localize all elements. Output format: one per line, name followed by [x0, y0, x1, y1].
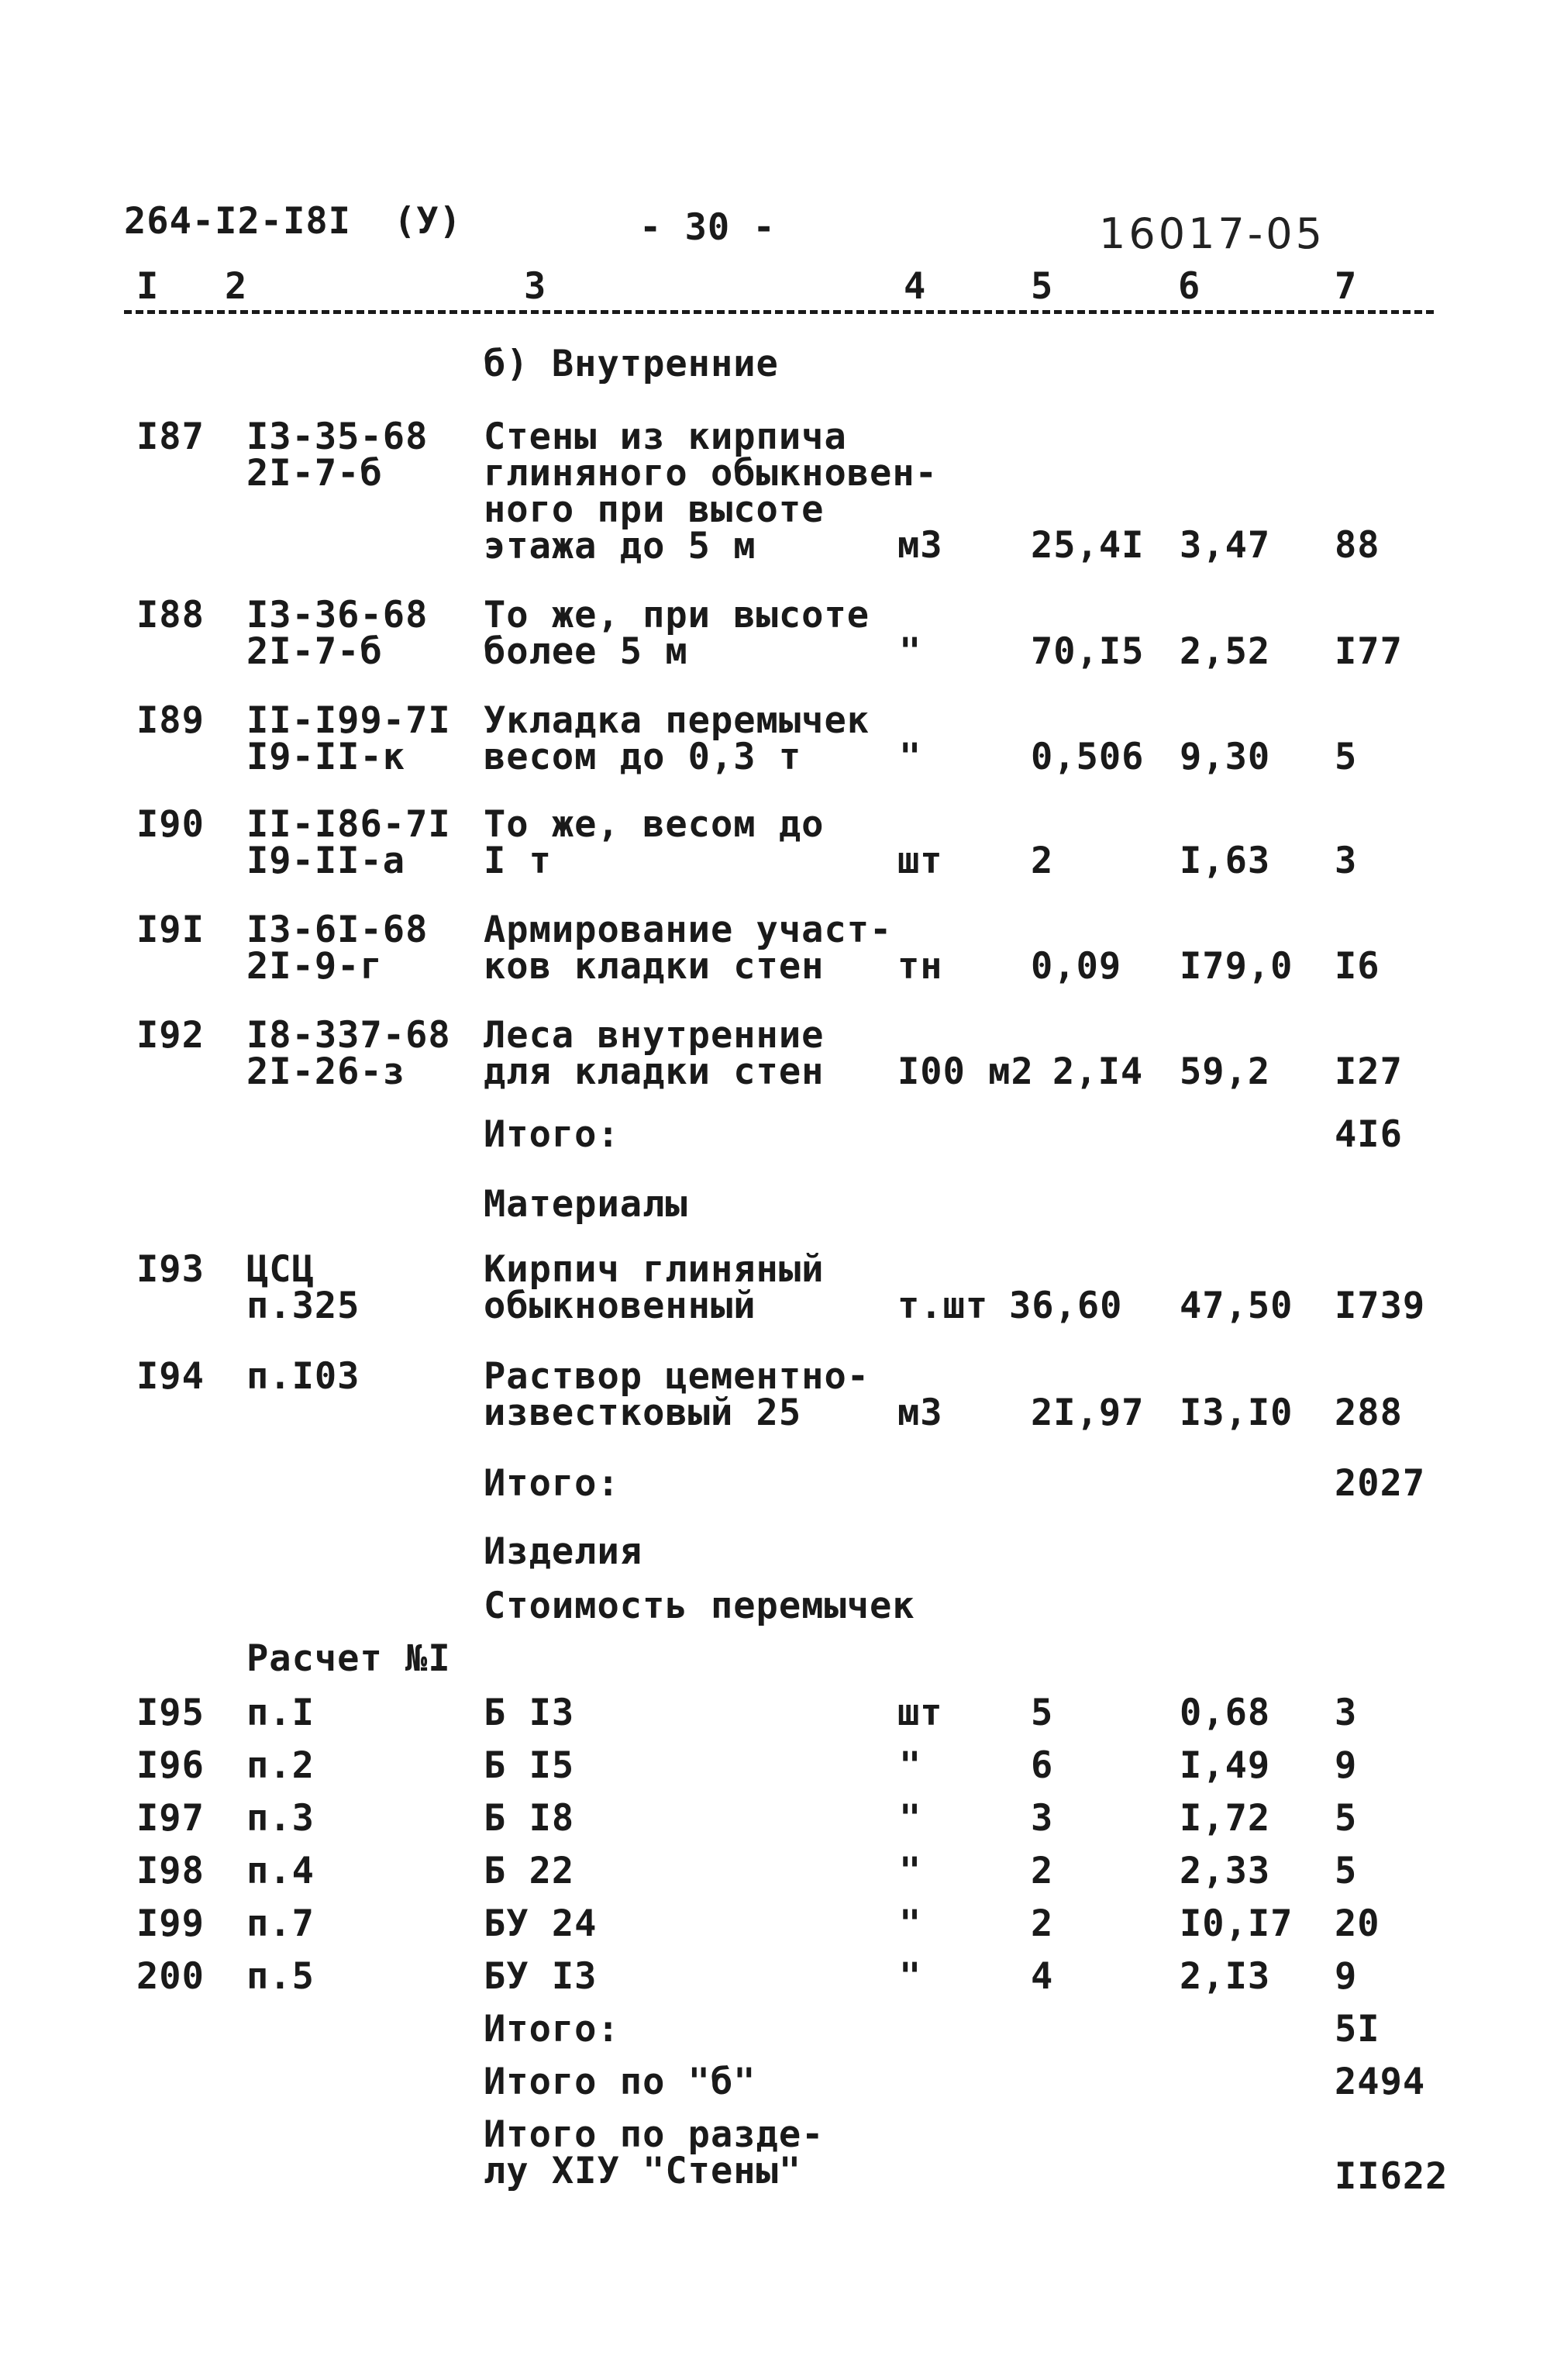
quantity: 0,506: [1031, 736, 1145, 778]
work-description: Укладка перемычек весом до 0,3 т: [484, 699, 870, 778]
row-number: I92: [136, 1014, 205, 1057]
unit: шт: [897, 840, 943, 882]
row-number: 200: [136, 1955, 205, 1998]
quantity: 3: [1031, 1797, 1054, 1840]
row-number: I87: [136, 416, 205, 458]
work-description: То же, весом до I т: [484, 803, 825, 882]
quantity: 25,4I: [1031, 524, 1145, 567]
unit: м3: [897, 1392, 943, 1434]
unit-price: 3,47: [1180, 524, 1271, 567]
quantity: 0,09: [1031, 945, 1122, 988]
unit-price: 59,2: [1180, 1050, 1271, 1093]
unit-price: I,72: [1180, 1797, 1271, 1840]
norm-code: II-I86-7I I9-II-а: [246, 803, 451, 882]
row-number: I94: [136, 1355, 205, 1398]
subtotal-materials-label: Итого:: [484, 1462, 620, 1505]
row-number: I89: [136, 699, 205, 742]
norm-code: II-I99-7I I9-II-к: [246, 699, 451, 778]
norm-code: ЦСЦ п.325: [246, 1248, 360, 1327]
unit-price: 2,52: [1180, 630, 1271, 673]
row-total: 88: [1335, 524, 1380, 567]
unit-price: I,63: [1180, 840, 1271, 882]
unit-price: I0,I7: [1180, 1902, 1293, 1945]
total-b-label: Итого по "б": [484, 2061, 756, 2103]
lintel-name: Б I8: [484, 1797, 575, 1840]
subtotal-works-total: 4I6: [1335, 1113, 1403, 1156]
row-number: I90: [136, 803, 205, 846]
row-number: I95: [136, 1692, 205, 1734]
quantity: 2I,97: [1031, 1392, 1145, 1434]
section-total-value: II622: [1335, 2155, 1448, 2198]
lintels-title: Стоимость перемычек: [484, 1585, 915, 1627]
unit: ": [899, 1744, 922, 1787]
reference: п.2: [246, 1744, 315, 1787]
row-number: I93: [136, 1248, 205, 1291]
unit-price: 0,68: [1180, 1692, 1271, 1734]
row-total: 288: [1335, 1392, 1403, 1434]
unit-price: I79,0: [1180, 945, 1293, 988]
row-number: I96: [136, 1744, 205, 1787]
norm-code: п.I03: [246, 1355, 360, 1398]
work-description: Стены из кирпича глиняного обыкновен- ного при высоте этажа до 5 м: [484, 416, 938, 567]
lintel-name: БУ I3: [484, 1955, 598, 1998]
reference: п.I: [246, 1692, 315, 1734]
doc-mark: (У): [394, 200, 462, 243]
page-number: - 30 -: [639, 206, 776, 249]
row-number: I88: [136, 594, 205, 636]
unit-price: I3,I0: [1180, 1392, 1293, 1434]
calculation-label: Расчет №I: [246, 1637, 451, 1680]
norm-code: I3-36-68 2I-7-б: [246, 594, 429, 673]
quantity: 36,60: [1009, 1285, 1123, 1327]
column-header-6: 6: [1178, 265, 1201, 308]
row-total: 5: [1335, 1850, 1358, 1892]
subtotal-lintels-label: Итого:: [484, 2008, 620, 2051]
column-header-7: 7: [1335, 265, 1358, 308]
row-number: I99: [136, 1902, 205, 1945]
row-total: 5: [1335, 1797, 1358, 1840]
unit: ": [899, 736, 922, 778]
row-total: 9: [1335, 1744, 1358, 1787]
unit: ": [899, 1955, 922, 1998]
lintel-name: Б I3: [484, 1692, 575, 1734]
quantity: 2,I4: [1052, 1050, 1144, 1093]
norm-code: I3-6I-68 2I-9-г: [246, 909, 429, 988]
column-header-1: I: [136, 265, 160, 308]
material-description: Раствор цементно- известковый 25: [484, 1355, 870, 1434]
subtotal-lintels-total: 5I: [1335, 2008, 1380, 2051]
unit: ": [899, 1797, 922, 1840]
row-total: I27: [1335, 1050, 1403, 1093]
quantity: 5: [1031, 1692, 1054, 1734]
row-total: 9: [1335, 1955, 1358, 1998]
reference: п.5: [246, 1955, 315, 1998]
material-description: Кирпич глиняный обыкновенный: [484, 1248, 825, 1327]
reference: п.7: [246, 1902, 315, 1945]
work-description: То же, при высоте более 5 м: [484, 594, 870, 673]
column-header-4: 4: [904, 265, 927, 308]
lintel-name: Б 22: [484, 1850, 575, 1892]
unit: тн: [897, 945, 943, 988]
column-header-2: 2: [225, 265, 248, 308]
quantity: 6: [1031, 1744, 1054, 1787]
quantity: 2: [1031, 1902, 1054, 1945]
norm-code: I3-35-68 2I-7-б: [246, 416, 429, 495]
unit-price: 9,30: [1180, 736, 1271, 778]
unit: т.шт: [897, 1285, 989, 1327]
unit: ": [899, 1850, 922, 1892]
row-number: I9I: [136, 909, 205, 951]
row-number: I97: [136, 1797, 205, 1840]
row-number: I98: [136, 1850, 205, 1892]
work-description: Армирование участ- ков кладки стен: [484, 909, 893, 988]
unit: ": [899, 630, 922, 673]
materials-title: Материалы: [484, 1183, 688, 1226]
column-header-3: 3: [524, 265, 547, 308]
unit-price: 2,I3: [1180, 1955, 1271, 1998]
column-header-5: 5: [1031, 265, 1054, 308]
total-b-value: 2494: [1335, 2061, 1426, 2103]
row-total: 20: [1335, 1902, 1380, 1945]
handwritten-number: 16017-05: [1099, 209, 1325, 258]
work-description: Леса внутренние для кладки стен: [484, 1014, 825, 1093]
header-dashed-rule: [124, 310, 1434, 314]
lintel-name: БУ 24: [484, 1902, 598, 1945]
quantity: 70,I5: [1031, 630, 1145, 673]
doc-code: 264-I2-I8I: [124, 200, 351, 243]
reference: п.3: [246, 1797, 315, 1840]
unit: шт: [897, 1692, 943, 1734]
row-total: 5: [1335, 736, 1358, 778]
unit-price: I,49: [1180, 1744, 1271, 1787]
quantity: 2: [1031, 1850, 1054, 1892]
unit: I00 м2: [897, 1050, 1034, 1093]
section-title: б) Внутренние: [484, 343, 779, 385]
section-total-label: Итого по разде- лу XIУ "Стены": [484, 2113, 825, 2192]
subtotal-works-label: Итого:: [484, 1113, 620, 1156]
row-total: I77: [1335, 630, 1403, 673]
quantity: 4: [1031, 1955, 1054, 1998]
lintel-name: Б I5: [484, 1744, 575, 1787]
row-total: 3: [1335, 1692, 1358, 1734]
norm-code: I8-337-68 2I-26-з: [246, 1014, 451, 1093]
subtotal-materials-total: 2027: [1335, 1462, 1426, 1505]
quantity: 2: [1031, 840, 1054, 882]
row-total: 3: [1335, 840, 1358, 882]
unit: м3: [897, 524, 943, 567]
products-title: Изделия: [484, 1530, 643, 1573]
unit-price: 47,50: [1180, 1285, 1293, 1327]
unit: ": [899, 1902, 922, 1945]
row-total: I6: [1335, 945, 1380, 988]
unit-price: 2,33: [1180, 1850, 1271, 1892]
reference: п.4: [246, 1850, 315, 1892]
row-total: I739: [1335, 1285, 1426, 1327]
